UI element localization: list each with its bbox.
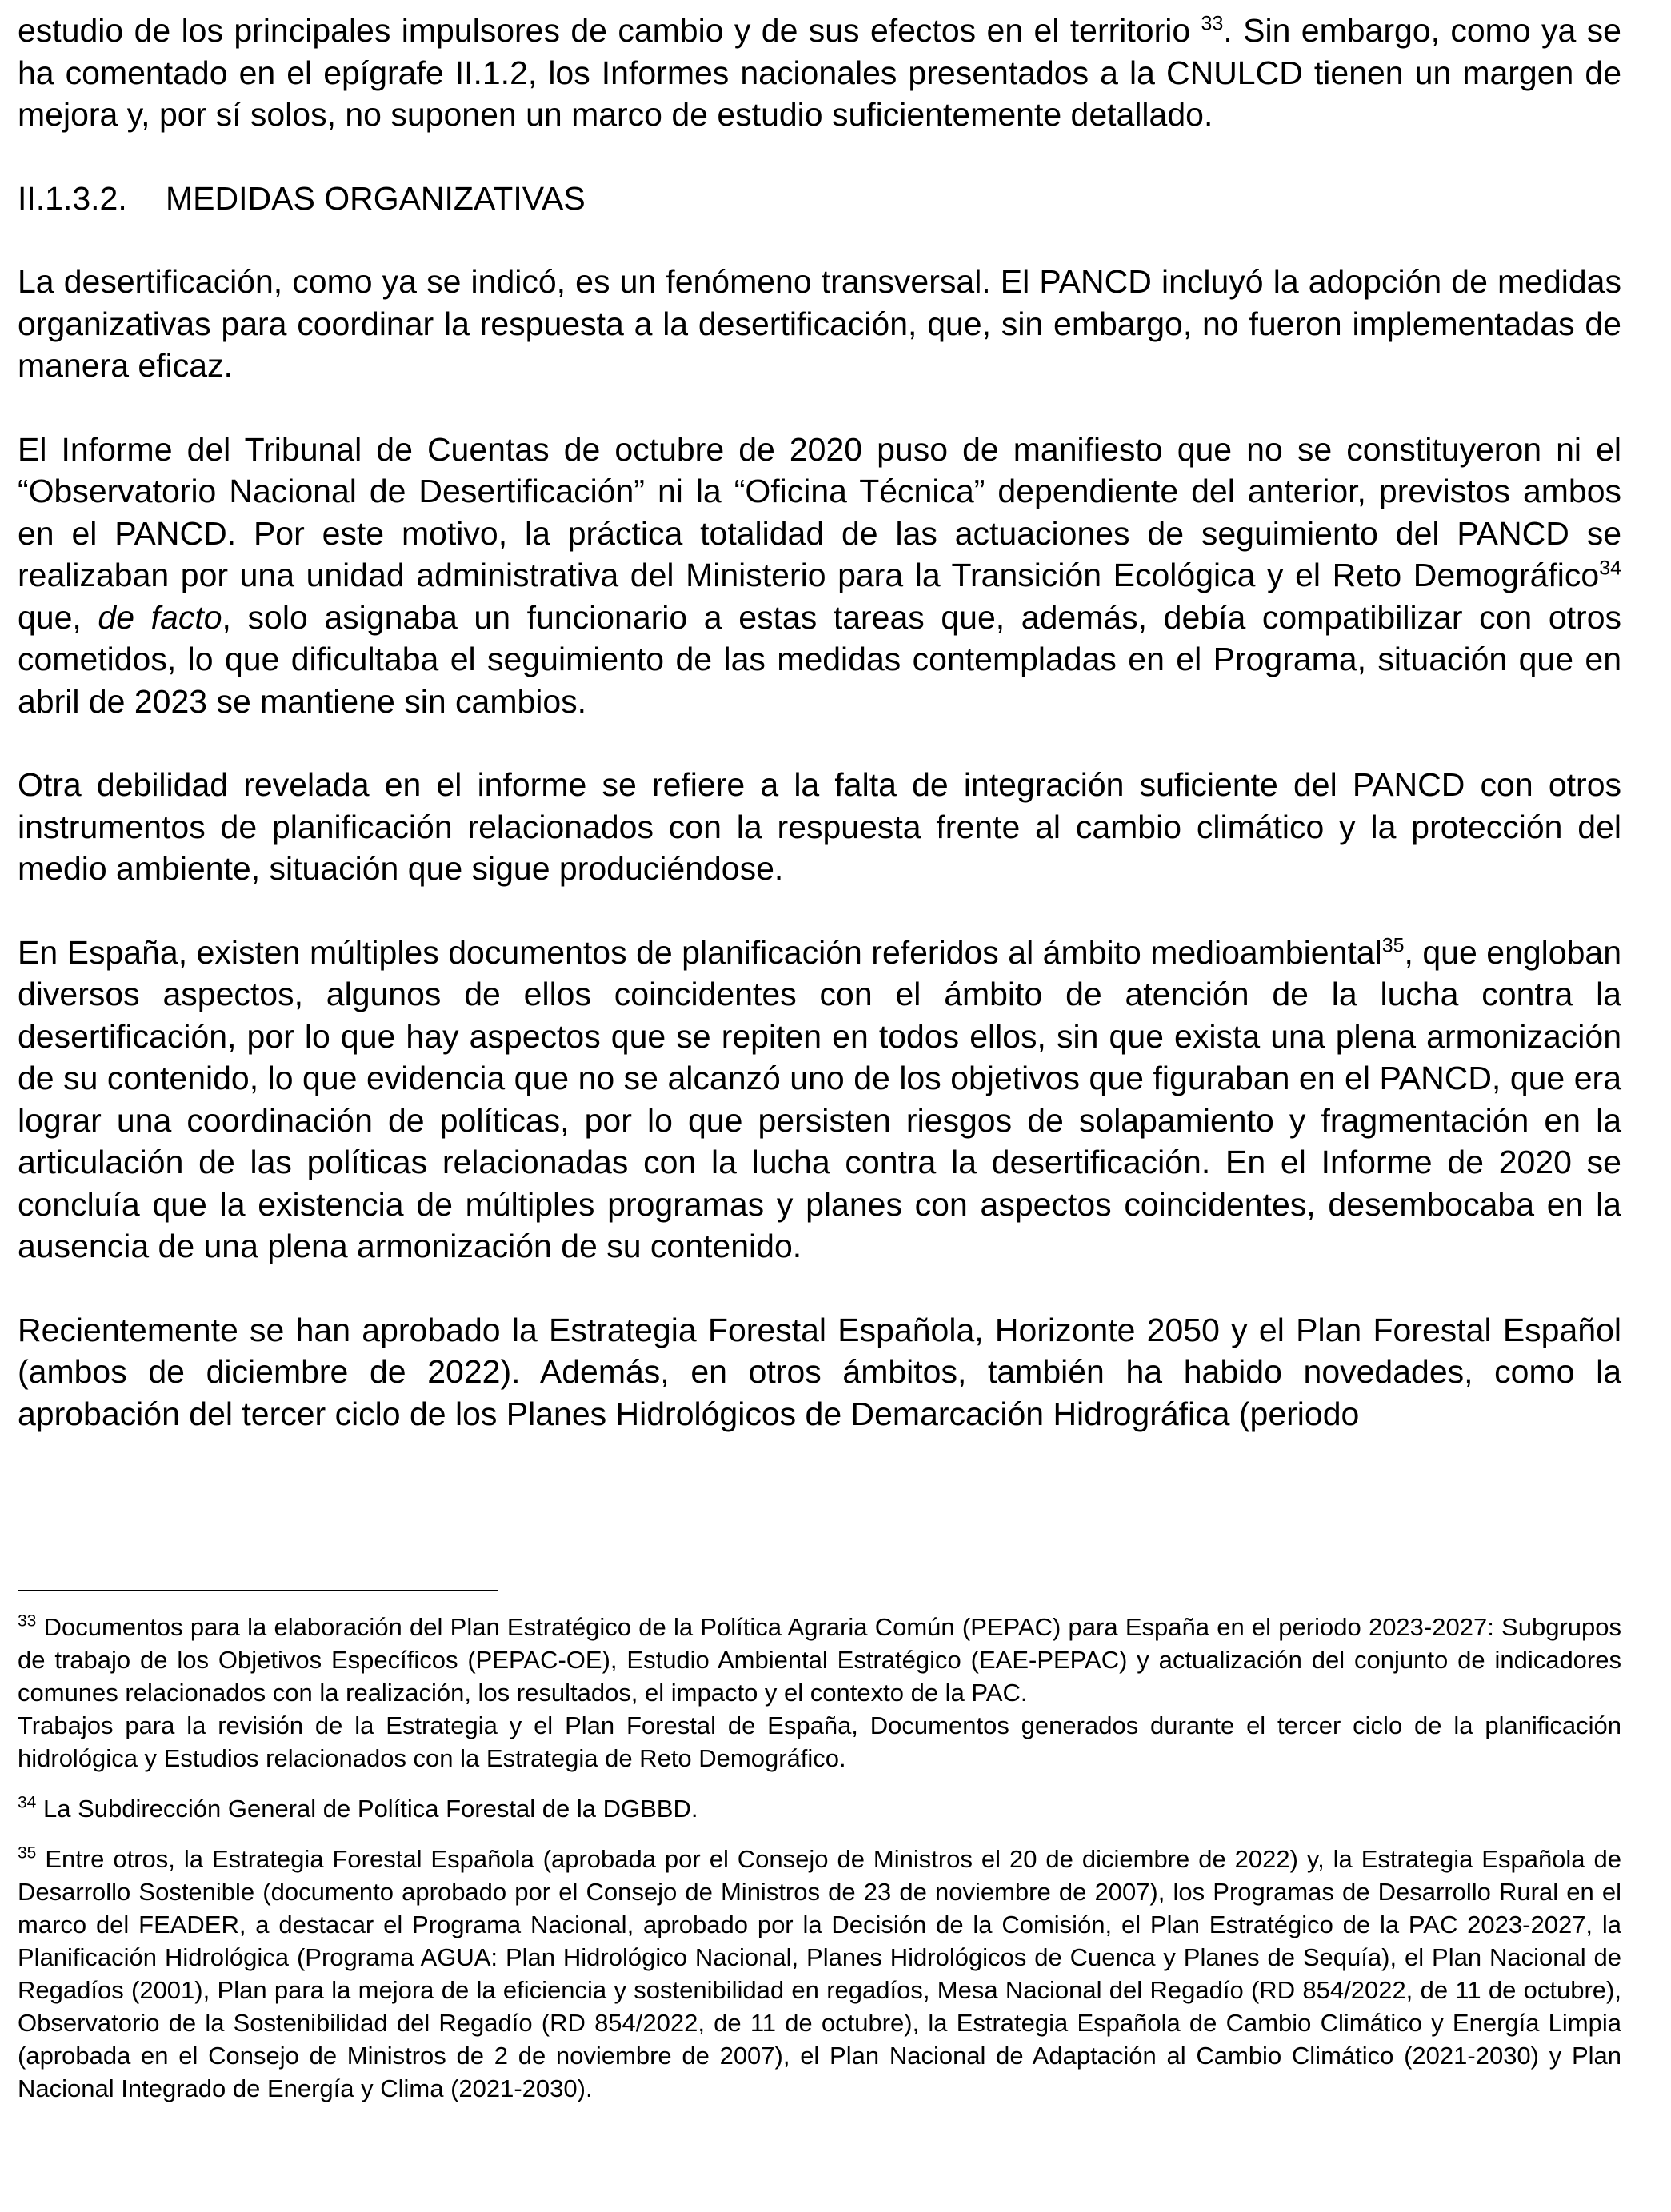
footnote-number-35: 35 (18, 1843, 37, 1863)
paragraph-espana (18, 932, 1621, 1268)
footnote-ref-34[interactable]: 34 (1599, 557, 1621, 580)
footnote-number-33: 33 (18, 1611, 37, 1631)
footnote-33-text: Documentos para la elaboración del Plan Estratégico de la Política Agraria Común (PEPAC) para España en el periodo 2023-2027: Subgrupos de trabajo de los Objetivos Específicos (PEPAC-OE), Estudio Ambiental Estratégico (EAE-PEPAC) y actualización del conjunto de indicadores comunes relacionados con la realización, los resultados, el impacto y el contexto de la PAC. (18, 1613, 1621, 1707)
paragraph-intro (18, 10, 1621, 136)
footnote-ref-35[interactable]: 35 (1381, 933, 1405, 956)
paragraph-informe-tribunal (18, 429, 1621, 723)
footnote-35 (18, 1843, 1621, 2105)
paragraph-informe-text-a: El Informe del Tribunal de Cuentas de octubre de 2020 puso de manifiesto que no se constituyeron ni el “Observatorio Nacional de Desertificación” ni la “Oficina Técnica” dependiente del anterior, previstos ambos en el PANCD. Por este motivo, la práctica totalidad de las actuaciones de seguimiento del PANCD se realizaban por una unidad administrativa del Ministerio para la Transición Ecológica y el Reto Demográfico (18, 430, 1621, 593)
paragraph-informe-text-c: , solo asignaba un funcionario a estas tareas que, además, debía compatibilizar con otros cometidos, lo que dificultaba el seguimiento de las medidas contempladas en el Programa, situación que en abril de 2023 se mantiene sin cambios. (18, 598, 1621, 720)
paragraph-debilidad: Otra debilidad revelada en el informe se refiere a la falta de integración suficiente del PANCD con otros instrumentos de planificación relacionados con la respuesta frente al cambio climático y la protección del medio ambiente, situación que sigue produciéndose. (18, 766, 1621, 887)
italic-de-facto: de facto (98, 598, 222, 636)
paragraph-espana-text-b: , que engloban diversos aspectos, algunos de ellos coincidentes con el ámbito de atención de la lucha contra la desertificación, por lo que hay aspectos que se repiten en todos ellos, sin que exista una plena armonización de su contenido, lo que evidencia que no se alcanzó uno de los objetivos que figuraban en el PANCD, que era lograr una coordinación de políticas, por lo que persisten riesgos de solapamiento y fragmentación en la articulación de las políticas relacionadas con la lucha contra la desertificación. En el Informe de 2020 se concluía que la existencia de múltiples programas y planes con aspectos coincidentes, desembocaba en la ausencia de una plena armonización de su contenido. (18, 933, 1621, 1264)
paragraph-intro-text-b: . Sin embargo, como ya se ha comentado en el epígrafe II.1.2, los Informes nacionales presentados a la CNULCD tienen un margen de mejora y, por sí solos, no suponen un marco de estudio suficientemente detallado. (18, 12, 1621, 133)
section-heading (18, 178, 1621, 220)
paragraph-recientemente: Recientemente se han aprobado la Estrategia Forestal Española, Horizonte 2050 y el Plan Forestal Español (ambos de diciembre de 2022). Además, en otros ámbitos, también ha habido novedades, como la aprobación del tercer ciclo de los Planes Hidrológicos de Demarcación Hidrográfica (periodo (18, 1311, 1621, 1432)
footnote-number-34: 34 (18, 1793, 37, 1812)
footnote-35-text: Entre otros, la Estrategia Forestal Española (aprobada por el Consejo de Ministros el 20 de diciembre de 2022) y, la Estrategia Española de Desarrollo Sostenible (documento aprobado por el Consejo de Ministros de 23 de noviembre de 2007), los Programas de Desarrollo Rural en el marco del FEADER, a destacar el Programa Nacional, aprobado por la Decisión de la Comisión, el Plan Estratégico de la PAC 2023-2027, la Planificación Hidrológica (Programa AGUA: Plan Hidrológico Nacional, Planes Hidrológicos de Cuenca y Planes de Sequía), el Plan Nacional de Regadíos (2001), Plan para la mejora de la eficiencia y sostenibilidad en regadíos, Mesa Nacional del Regadío (RD 854/2022, de 11 de octubre), Observatorio de la Sostenibilidad del Regadío (RD 854/2022, de 11 de octubre), la Estrategia Española de Cambio Climático y Energía Limpia (aprobada en el Consejo de Ministros de 2 de noviembre de 2007), el Plan Nacional de Adaptación al Cambio Climático (2021-2030) y Plan Nacional Integrado de Energía y Clima (2021-2030). (18, 1845, 1621, 2102)
footnote-33-continuation: Trabajos para la revisión de la Estrategia y el Plan Forestal de España, Documentos generados durante el tercer ciclo de la planificación hidrológica y Estudios relacionados con la Estrategia de Reto Demográfico. (18, 1711, 1621, 1772)
paragraph-espana-text-a: En España, existen múltiples documentos de planificación referidos al ámbito medioambiental (18, 933, 1382, 971)
document-body (18, 10, 1621, 1435)
paragraph-intro-text-a: estudio de los principales impulsores de cambio y de sus efectos en el territorio (18, 12, 1201, 49)
footnote-33 (18, 1611, 1621, 1709)
footnotes (18, 1611, 1621, 2105)
footnote-ref-33[interactable]: 33 (1201, 12, 1224, 35)
footnote-34 (18, 1792, 1621, 1825)
paragraph-informe-text-b: que, (18, 598, 98, 636)
footnote-34-text: La Subdirección General de Política Forestal de la DGBBD. (36, 1795, 698, 1823)
section-title: MEDIDAS ORGANIZATIVAS (166, 179, 586, 217)
paragraph-transversal: La desertificación, como ya se indicó, es un fenómeno transversal. El PANCD incluyó la adopción de medidas organizativas para coordinar la respuesta a la desertificación, que, sin embargo, no fueron implementadas de manera eficaz. (18, 263, 1621, 384)
section-number: II.1.3.2. (18, 179, 127, 217)
footnote-separator (18, 1590, 498, 1591)
